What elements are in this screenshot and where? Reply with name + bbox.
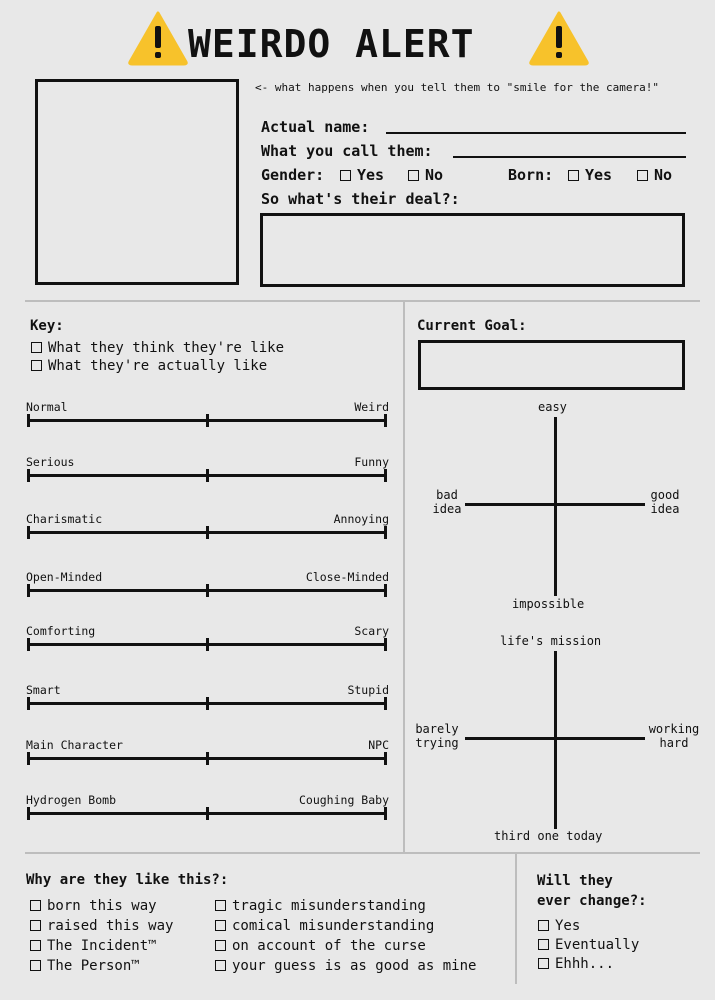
scale-tick: [206, 584, 209, 597]
scale-tick: [27, 469, 30, 482]
checkbox[interactable]: [215, 920, 226, 931]
checkbox[interactable]: [215, 960, 226, 971]
checkbox[interactable]: [340, 170, 351, 181]
change-options: [538, 918, 639, 975]
why-label: Why are they like this?:: [26, 872, 229, 888]
change-option-yes[interactable]: Yes: [538, 918, 639, 937]
scale-tick: [27, 697, 30, 710]
scale-right-label: Scary: [354, 624, 389, 638]
why-option[interactable]: raised this way: [30, 918, 173, 938]
key-item-think[interactable]: What they think they're like: [31, 340, 284, 356]
scale-tick: [384, 526, 387, 539]
why-option[interactable]: comical misunderstanding: [215, 918, 476, 938]
scale-bar[interactable]: [27, 474, 387, 477]
scale-left-label: Hydrogen Bomb: [26, 793, 117, 807]
nickname-label: What you call them:: [261, 142, 433, 160]
scale-left-label: Normal: [26, 400, 68, 414]
chart-axis-vertical: [554, 417, 557, 596]
checkbox[interactable]: [215, 900, 226, 911]
scale-left-label: Serious: [26, 455, 75, 469]
scale-tick: [206, 414, 209, 427]
divider: [25, 300, 700, 302]
born-label: Born:: [508, 166, 554, 184]
scale-bar[interactable]: [27, 643, 387, 646]
key-item-actual[interactable]: What they're actually like: [31, 358, 267, 374]
checkbox[interactable]: [30, 940, 41, 951]
checkbox[interactable]: [215, 940, 226, 951]
actual-name-field[interactable]: [386, 132, 686, 134]
scale-tick: [27, 752, 30, 765]
scale-tick: [27, 638, 30, 651]
checkbox[interactable]: [408, 170, 419, 181]
current-goal-box[interactable]: [418, 340, 685, 390]
scale-left-label: Main Character: [26, 738, 123, 752]
why-column-1: [30, 898, 173, 978]
axis-label-left: barely trying: [415, 722, 459, 750]
scale-right-label: Close-Minded: [305, 570, 389, 584]
axis-label-bottom: impossible: [512, 597, 585, 611]
scale-left-label: Open-Minded: [26, 570, 103, 584]
nickname-field[interactable]: [453, 156, 686, 158]
scale-tick: [206, 638, 209, 651]
axis-label-right: working hard: [648, 722, 700, 750]
scale-bar[interactable]: [27, 702, 387, 705]
scale-tick: [206, 752, 209, 765]
scale-tick: [27, 414, 30, 427]
scale-right-label: Coughing Baby: [298, 793, 389, 807]
why-option[interactable]: The Person™: [30, 958, 173, 978]
actual-name-label: Actual name:: [261, 118, 370, 136]
scale-left-label: Smart: [26, 683, 61, 697]
scale-bar[interactable]: [27, 419, 387, 422]
scale-tick: [206, 807, 209, 820]
axis-label-right: good idea: [650, 488, 680, 516]
current-goal-label: Current Goal:: [417, 318, 527, 334]
checkbox[interactable]: [568, 170, 579, 181]
axis-label-bottom: third one today: [494, 829, 603, 843]
scale-left-label: Charismatic: [26, 512, 103, 526]
page-title: WEIRDO ALERT: [188, 22, 475, 66]
scale-right-label: Weird: [354, 400, 389, 414]
deal-box[interactable]: [260, 213, 685, 287]
key-label: Key:: [30, 318, 64, 334]
scale-right-label: NPC: [368, 738, 389, 752]
scale-bar[interactable]: [27, 757, 387, 760]
header: [0, 12, 715, 82]
chart-axis-horizontal: [465, 737, 645, 740]
gender-label: Gender:: [261, 166, 325, 184]
warning-icon-left: [127, 10, 189, 66]
why-option[interactable]: tragic misunderstanding: [215, 898, 476, 918]
checkbox[interactable]: [538, 920, 549, 931]
checkbox[interactable]: [31, 360, 42, 371]
scale-tick: [384, 469, 387, 482]
checkbox[interactable]: [31, 342, 42, 353]
photo-box[interactable]: [35, 79, 239, 285]
scale-tick: [206, 697, 209, 710]
divider: [25, 852, 700, 854]
axis-label-top: easy: [538, 400, 567, 414]
change-label: Will they ever change?:: [537, 873, 647, 909]
why-column-2: [215, 898, 476, 978]
scale-tick: [384, 414, 387, 427]
why-option[interactable]: The Incident™: [30, 938, 173, 958]
born-option-yes[interactable]: Yes: [568, 166, 612, 184]
checkbox[interactable]: [30, 960, 41, 971]
chart-axis-vertical: [554, 651, 557, 829]
divider: [403, 302, 405, 852]
change-option-eventually[interactable]: Eventually: [538, 937, 639, 956]
checkbox[interactable]: [538, 939, 549, 950]
scale-tick: [27, 526, 30, 539]
scale-tick: [27, 807, 30, 820]
scale-bar[interactable]: [27, 531, 387, 534]
axis-label-left: bad idea: [432, 488, 462, 516]
scale-tick: [384, 697, 387, 710]
deal-label: So what's their deal?:: [261, 190, 460, 208]
why-option[interactable]: on account of the curse: [215, 938, 476, 958]
axis-label-top: life's mission: [500, 634, 602, 648]
scale-tick: [206, 526, 209, 539]
checkbox[interactable]: [538, 958, 549, 969]
scale-tick: [384, 807, 387, 820]
scale-right-label: Funny: [354, 455, 389, 469]
scale-right-label: Stupid: [347, 683, 389, 697]
why-option[interactable]: born this way: [30, 898, 173, 918]
scale-tick: [27, 584, 30, 597]
photo-caption: <- what happens when you tell them to "smile for the camera!": [255, 81, 659, 94]
scale-tick: [384, 638, 387, 651]
scale-tick: [384, 584, 387, 597]
scale-right-label: Annoying: [333, 512, 389, 526]
checkbox[interactable]: [30, 900, 41, 911]
gender-option-no[interactable]: No: [408, 166, 443, 184]
checkbox[interactable]: [637, 170, 648, 181]
warning-icon-right: [528, 10, 590, 66]
scale-tick: [206, 469, 209, 482]
chart-axis-horizontal: [465, 503, 645, 506]
scale-left-label: Comforting: [26, 624, 96, 638]
why-option[interactable]: your guess is as good as mine: [215, 958, 476, 978]
divider: [515, 854, 517, 984]
change-option-ehhh[interactable]: Ehhh...: [538, 956, 639, 975]
scale-bar[interactable]: [27, 812, 387, 815]
checkbox[interactable]: [30, 920, 41, 931]
gender-option-yes[interactable]: Yes: [340, 166, 384, 184]
scale-bar[interactable]: [27, 589, 387, 592]
scale-tick: [384, 752, 387, 765]
born-option-no[interactable]: No: [637, 166, 672, 184]
